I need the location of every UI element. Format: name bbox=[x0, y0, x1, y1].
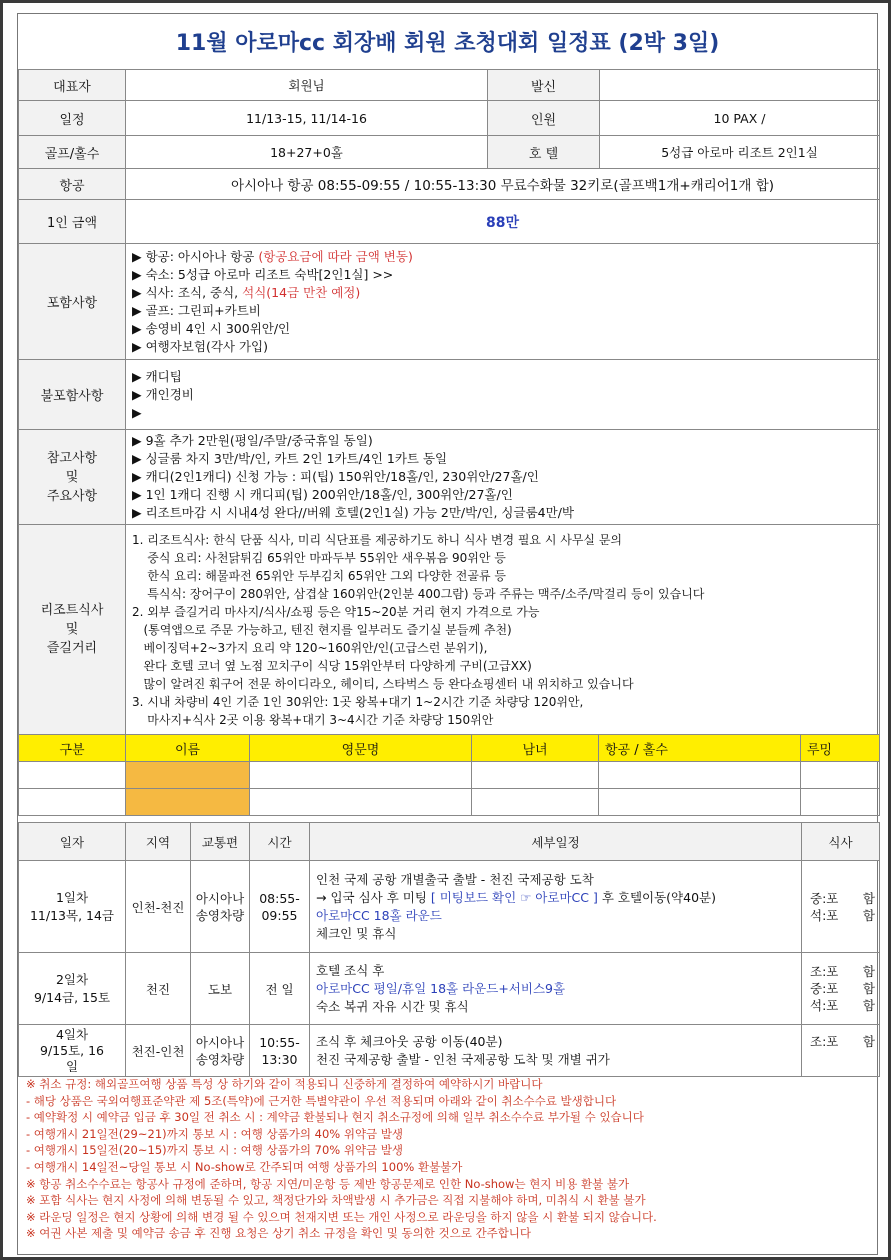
golf-value: 18+27+0홀 bbox=[126, 136, 488, 169]
excluded-list bbox=[126, 360, 880, 430]
excluded-item: ▶ 캐디팁 bbox=[132, 368, 182, 384]
day-meals: 중:포 함 석:포 함 bbox=[802, 861, 880, 953]
day-detail: 호텔 조식 후 아로마CC 평일/휴일 18홀 라운드+서비스9홀 숙소 복귀 자유 시간 및 휴식 bbox=[310, 953, 802, 1025]
day-time: 10:55- 13:30 bbox=[250, 1025, 310, 1077]
schedule-day-2 bbox=[19, 953, 880, 1025]
schedule-label: 일정 bbox=[19, 101, 126, 136]
schedule-table bbox=[18, 822, 880, 1077]
day-transport: 아시아나 송영차량 bbox=[191, 861, 250, 953]
day-date: 4일차 9/15토, 16 일 bbox=[19, 1025, 126, 1077]
people-label: 인원 bbox=[488, 101, 600, 136]
roster-cell[interactable] bbox=[126, 789, 250, 816]
cancel-note: ※ 포함 식사는 현지 사정에 의해 변동될 수 있고, 책정단가와 차액발생 시 추가금은 직접 지불해야 하며, 미취식 시 환불 불가 bbox=[26, 1193, 646, 1208]
roster-cell[interactable] bbox=[599, 762, 801, 789]
hotel-value: 5성급 아로마 리조트 2인1실 bbox=[600, 136, 880, 169]
notes-ref-label: 참고사항 및 주요사항 bbox=[19, 430, 126, 525]
day-detail: 조식 후 체크아웃 공항 이동(40분) 천진 국제공항 출발 - 인천 국제공항 도착 및 개별 귀가 bbox=[310, 1025, 802, 1077]
resort-item: 완다 호텔 코너 옆 노점 꼬치구이 식당 15위안부터 다양하게 구비(고급XX) bbox=[132, 658, 532, 673]
cancel-note: - 여행개시 14일전~당일 통보 시 No-show로 간주되며 여행 상품가의 100% 환불불가 bbox=[26, 1159, 463, 1174]
roster-cell[interactable] bbox=[19, 762, 126, 789]
included-item: ▶ 항공: 아시아나 항공 (항공요금에 따라 금액 변동) bbox=[132, 248, 413, 264]
day-meals: 조:포 함 중:포 함 석:포 함 bbox=[802, 953, 880, 1025]
roster-header: 루밍 bbox=[801, 735, 880, 762]
included-label: 포함사항 bbox=[19, 244, 126, 360]
roster-cell[interactable] bbox=[250, 762, 472, 789]
cancel-note: - 예약확정 시 예약금 입금 후 30일 전 취소 시 : 계약금 환불되나 현지 취소규정에 의해 일부 취소수수료 부가될 수 있습니다 bbox=[26, 1110, 644, 1125]
included-list bbox=[126, 244, 880, 360]
day-time: 08:55- 09:55 bbox=[250, 861, 310, 953]
note-item: ▶ 싱글룸 차지 3만/박/인, 카트 2인 1카트/4인 1카트 동일 bbox=[132, 451, 448, 466]
included-item: ▶ 여행자보험(각사 가입) bbox=[132, 338, 268, 354]
resort-item: 2. 외부 즐길거리 마사지/식사/쇼핑 등은 약15~20분 거리 현지 가격으로 가능 bbox=[132, 604, 540, 619]
price-value: 88만 bbox=[126, 200, 880, 244]
day-meals: 조:포 함 bbox=[802, 1025, 880, 1077]
day-region: 천진-인천 bbox=[126, 1025, 191, 1077]
excluded-label: 불포함사항 bbox=[19, 360, 126, 430]
day-detail: 인천 국제 공항 개별출국 출발 - 천진 국제공항 도착 → 입국 심사 후 미팅 [ 미팅보드 확인 ☞ 아로마CC ] 후 호텔이동(약40분) 아로마CC 18홀 라운드 체크인 및 휴식 bbox=[310, 861, 802, 953]
sender-value bbox=[600, 70, 880, 101]
cancel-note: ※ 항공 취소수수료는 항공사 규정에 준하며, 항공 지연/미운항 등 제반 항공문제로 인한 No-show는 현지 비용 환불 불가 bbox=[26, 1176, 630, 1191]
cancel-note: ※ 라운딩 일정은 현지 상황에 의해 변경 될 수 있으며 천재지변 또는 개인 사정으로 라운딩을 하지 않을 시 환불 되지 않습니다. bbox=[26, 1209, 657, 1224]
sched-header-region: 지역 bbox=[126, 823, 191, 861]
cancel-note: ※ 취소 규정: 해외골프여행 상품 특성 상 하기와 같이 적용되니 신중하게 결정하여 예약하시기 바랍니다 bbox=[26, 1077, 543, 1091]
excluded-item: ▶ 개인경비 bbox=[132, 386, 194, 402]
resort-item: 특식식: 장어구이 280위안, 삼겹살 160위안(2인분 400그람) 등과 주류는 맥주/소주/막걸리 등이 있습니다 bbox=[132, 586, 705, 601]
roster-cell[interactable] bbox=[126, 762, 250, 789]
resort-item: 한식 요리: 해물파전 65위안 두부김치 65위안 그외 다양한 전골류 등 bbox=[132, 568, 506, 583]
document bbox=[17, 13, 878, 1255]
flight-label: 항공 bbox=[19, 169, 126, 200]
sender-label: 발신 bbox=[488, 70, 600, 101]
included-item: ▶ 식사: 조식, 중식, 석식(14금 만찬 예정) bbox=[132, 284, 361, 300]
note-item: ▶ 리조트마감 시 시내4성 완다//버웨 호텔(2인1실) 가능 2만/박/인, 싱글룸4만/박 bbox=[132, 505, 574, 520]
roster-cell[interactable] bbox=[250, 789, 472, 816]
resort-item: 베이징덕+2~3가지 요리 약 120~160위안/인(고급스런 분위기), bbox=[132, 640, 488, 655]
roster-row bbox=[19, 789, 880, 816]
roster-table bbox=[18, 734, 880, 816]
cancel-note: - 여행개시 15일전(20~15)까지 통보 시 : 여행 상품가의 70% 위약금 발생 bbox=[26, 1143, 404, 1158]
rep-value: 회원님 bbox=[126, 70, 488, 101]
roster-cell[interactable] bbox=[472, 762, 599, 789]
resort-item: 많이 알려진 훠구어 전문 하이디라오, 헤이티, 스타벅스 등 완다쇼핑센터 내 위치하고 있습니다 bbox=[132, 676, 634, 691]
roster-cell[interactable] bbox=[801, 762, 880, 789]
roster-header: 이름 bbox=[126, 735, 250, 762]
included-item: ▶ 송영비 4인 시 300위안/인 bbox=[132, 320, 291, 336]
roster-header: 남녀 bbox=[472, 735, 599, 762]
cancel-note: ※ 여권 사본 제출 및 예약금 송금 후 진행 요청은 상기 취소 규정을 확인 및 동의한 것으로 간주합니다 bbox=[26, 1226, 532, 1241]
schedule-day-3 bbox=[19, 1025, 880, 1077]
roster-header: 구분 bbox=[19, 735, 126, 762]
cancel-note: - 여행개시 21일전(29~21)까지 통보 시 : 여행 상품가의 40% 위약금 발생 bbox=[26, 1126, 404, 1141]
schedule-day-1 bbox=[19, 861, 880, 953]
day-region: 인천-천진 bbox=[126, 861, 191, 953]
schedule-value: 11/13-15, 11/14-16 bbox=[126, 101, 488, 136]
resort-item: (통역앱으로 주문 가능하고, 텐진 현지를 일부러도 즐기실 분들께 추천) bbox=[132, 622, 512, 637]
roster-row bbox=[19, 762, 880, 789]
resort-label: 리조트식사 및 즐길거리 bbox=[19, 525, 126, 735]
flight-value: 아시아나 항공 08:55-09:55 / 10:55-13:30 무료수화물 32키로(골프백1개+캐리어1개 합) bbox=[126, 169, 880, 200]
roster-cell[interactable] bbox=[472, 789, 599, 816]
sched-header-date: 일자 bbox=[19, 823, 126, 861]
resort-item: 1. 리조트식사: 한식 단품 식사, 미리 식단표를 제공하기도 하니 식사 변경 필요 시 사무실 문의 bbox=[132, 532, 623, 547]
day-time: 전 일 bbox=[250, 953, 310, 1025]
cancellation-notes bbox=[26, 1076, 871, 1242]
sched-header-time: 시간 bbox=[250, 823, 310, 861]
note-item: ▶ 캐디(2인1캐디) 신청 가능 : 피(팁) 150위안/18홀/인, 230위안/27홀/인 bbox=[132, 469, 539, 484]
included-item: ▶ 골프: 그린피+카트비 bbox=[132, 302, 261, 318]
roster-header: 영문명 bbox=[250, 735, 472, 762]
golf-label: 골프/홀수 bbox=[19, 136, 126, 169]
sched-header-transport: 교통편 bbox=[191, 823, 250, 861]
sched-header-detail: 세부일정 bbox=[310, 823, 802, 861]
price-label: 1인 금액 bbox=[19, 200, 126, 244]
rep-label: 대표자 bbox=[19, 70, 126, 101]
page-title: 11월 아로마cc 회장배 회원 초청대회 일정표 (2박 3일) bbox=[175, 31, 720, 56]
cancel-note: - 해당 상품은 국외여행표준약관 제 5조(특약)에 근거한 특별약관이 우선 적용되며 아래와 같이 취소수수료 발생합니다 bbox=[26, 1093, 617, 1108]
day-transport: 도보 bbox=[191, 953, 250, 1025]
info-table bbox=[18, 69, 880, 244]
sched-header-meal: 식사 bbox=[802, 823, 880, 861]
people-value: 10 PAX / bbox=[600, 101, 880, 136]
resort-item: 3. 시내 차량비 4인 기준 1인 30위안: 1곳 왕복+대기 1~2시간 기준 차량당 120위안, bbox=[132, 694, 584, 709]
roster-header: 항공 / 홀수 bbox=[599, 735, 801, 762]
resort-list bbox=[126, 525, 880, 735]
day-date: 1일차 11/13목, 14금 bbox=[19, 861, 126, 953]
hotel-label: 호 텔 bbox=[488, 136, 600, 169]
resort-item: 중식 요리: 사천닭튀김 65위안 마파두부 55위안 새우볶음 90위안 등 bbox=[132, 550, 506, 565]
note-item: ▶ 9홀 추가 2만원(평일/주말/중국휴일 동일) bbox=[132, 433, 373, 448]
roster-cell[interactable] bbox=[599, 789, 801, 816]
roster-cell[interactable] bbox=[801, 789, 880, 816]
resort-item: 마사지+식사 2곳 이용 왕복+대기 3~4시간 기준 차량당 150위안 bbox=[132, 712, 494, 727]
excluded-item: ▶ bbox=[132, 404, 142, 420]
notes-ref-list bbox=[126, 430, 880, 525]
roster-cell[interactable] bbox=[19, 789, 126, 816]
day-transport: 아시아나 송영차량 bbox=[191, 1025, 250, 1077]
day-region: 천진 bbox=[126, 953, 191, 1025]
note-item: ▶ 1인 1캐디 진행 시 캐디피(팁) 200위안/18홀/인, 300위안/27홀/인 bbox=[132, 487, 513, 502]
included-item: ▶ 숙소: 5성급 아로마 리조트 숙박[2인1실] >> bbox=[132, 266, 394, 282]
day-date: 2일차 9/14금, 15토 bbox=[19, 953, 126, 1025]
details-table bbox=[18, 243, 880, 735]
